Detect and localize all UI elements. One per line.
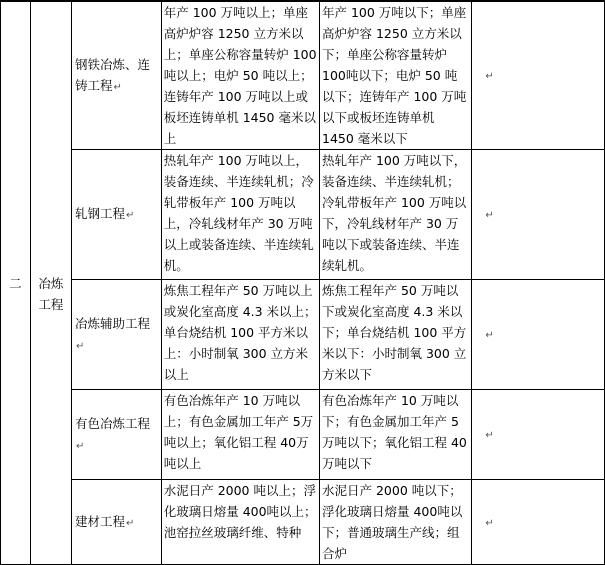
return-mark: ↵ [485, 430, 494, 441]
medium-project-cell [320, 280, 472, 390]
medium-project-cell [320, 390, 472, 480]
note-cell [472, 280, 605, 390]
table-row [1, 150, 605, 280]
item-cell [72, 150, 162, 280]
item-cell [72, 390, 162, 480]
section-number: 二 [9, 275, 22, 291]
table-row [1, 390, 605, 480]
large-project-cell [161, 280, 319, 390]
category-label: 冶炼 工程 [38, 275, 64, 312]
medium-project-text: 年产 100 万吨以下；单座高炉炉容 1250 立方米以下；单座公称容量转炉 100吨以下；电炉 50 吨以下；连铸年产 100 万吨以下或板坯连铸单机 1450 毫米以下 [322, 5, 467, 146]
large-project-cell [161, 2, 319, 150]
item-label: 建材工程 [75, 513, 126, 529]
table-row [1, 480, 605, 565]
item-cell [72, 2, 162, 150]
medium-project-text: 水泥日产 2000 吨以下；浮化玻璃日熔量 400吨以下；普通玻璃生产线；组合炉 [322, 483, 463, 561]
item-cell [72, 480, 162, 565]
large-project-cell [161, 390, 319, 480]
return-mark: ↵ [76, 340, 85, 352]
note-cell [472, 150, 605, 280]
table-row [1, 2, 605, 150]
note-cell [472, 390, 605, 480]
return-mark: ↵ [126, 517, 135, 529]
large-project-text: 水泥日产 2000 吨以上；浮化玻璃日熔量 400吨以上；池窑拉丝玻璃纤维、特种 [163, 483, 317, 540]
item-label: 冶炼辅助工程 [75, 315, 151, 331]
large-project-text: 炼焦工程年产 50 万吨以上或炭化室高度 4.3 米以上；单台烧结机 100 平方米以上：小时制氧 300 立方米以上 [163, 283, 317, 382]
note-cell [472, 2, 605, 150]
item-label: 钢铁冶炼、连铸工程 [75, 56, 151, 93]
medium-project-text: 有色冶炼年产 10 万吨以下；有色金属加工年产 5万吨以下；氧化铝工程 40万吨以下 [322, 393, 467, 471]
large-project-text: 有色冶炼年产 10 万吨以上；有色金属加工年产 5万吨以上；氧化铝工程 40万吨以上 [163, 393, 314, 471]
category-cell [30, 2, 71, 565]
return-mark: ↵ [485, 517, 494, 529]
note-cell [472, 480, 605, 565]
item-label: 轧钢工程 [75, 206, 126, 221]
medium-project-cell [320, 150, 472, 280]
medium-project-text: 热轧年产 100 万吨以下，装备连续、半连续轧机；冷轧带板年产 100 万吨以下，冷轧线材年产 30 万吨以下或装备连续、半连续轧机。 [322, 153, 467, 273]
large-project-text: 热轧年产 100 万吨以上，装备连续、半连续轧机；冷轧带板年产 100 万吨以上，冷轧线材年产 30 万吨以上或装备连续、半连续轧机。 [163, 153, 314, 273]
return-mark: ↵ [485, 330, 494, 341]
table-row [1, 280, 605, 390]
item-cell [72, 280, 162, 390]
large-project-cell [161, 480, 319, 565]
return-mark: ↵ [113, 81, 122, 93]
section-number-cell [1, 2, 31, 565]
large-project-text: 年产 100 万吨以上；单座高炉炉容 1250 立方米以上；单座公称容量转炉 100吨以上；电炉 50 吨以上；连铸年产 100 万吨以上或板坯连铸单机 1450 毫米以上 [163, 5, 317, 146]
return-mark: ↵ [485, 210, 494, 221]
return-mark: ↵ [76, 440, 85, 452]
medium-project-cell [320, 480, 472, 565]
item-label: 有色冶炼工程 [75, 415, 151, 431]
return-mark: ↵ [126, 210, 135, 221]
large-project-cell [161, 150, 319, 280]
return-mark: ↵ [485, 71, 494, 82]
medium-project-cell [320, 2, 472, 150]
medium-project-text: 炼焦工程年产 50 万吨以下或炭化室高度 4.3 米以下；单台烧结机 100 平方米以下：小时制氧 300 立方米以下 [322, 283, 467, 382]
